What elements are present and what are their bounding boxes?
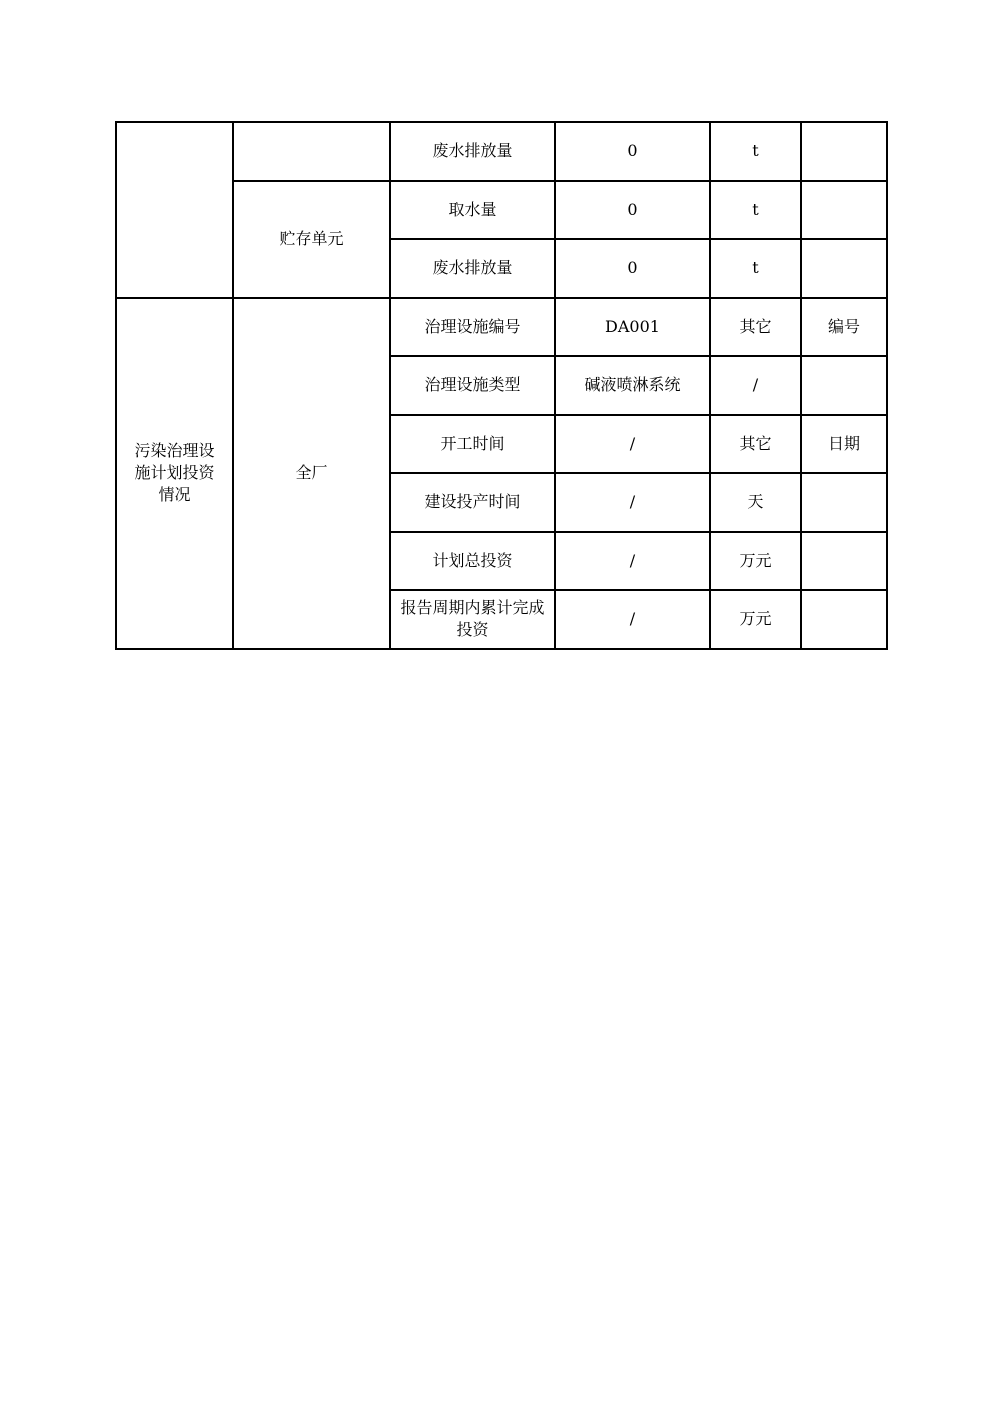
value-cell: 碱液喷淋系统 xyxy=(555,356,710,415)
unit-cell: 贮存单元 xyxy=(233,181,390,298)
unit-cell: 全厂 xyxy=(233,298,390,649)
report-table xyxy=(115,121,888,650)
indicator-cell: 取水量 xyxy=(390,181,555,240)
measure-unit-cell: 天 xyxy=(710,473,801,532)
measure-unit-cell: t xyxy=(710,122,801,181)
remark-cell: 编号 xyxy=(801,298,887,357)
measure-unit-cell: 其它 xyxy=(710,415,801,474)
remark-cell xyxy=(801,181,887,240)
remark-cell xyxy=(801,122,887,181)
value-cell: 0 xyxy=(555,239,710,298)
value-cell: / xyxy=(555,415,710,474)
value-cell: / xyxy=(555,473,710,532)
measure-unit-cell: 万元 xyxy=(710,590,801,649)
indicator-cell: 开工时间 xyxy=(390,415,555,474)
measure-unit-cell: t xyxy=(710,181,801,240)
table-row xyxy=(116,298,887,357)
measure-unit-cell: / xyxy=(710,356,801,415)
indicator-cell: 建设投产时间 xyxy=(390,473,555,532)
value-cell: / xyxy=(555,590,710,649)
category-cell-empty xyxy=(116,122,233,298)
indicator-cell: 治理设施类型 xyxy=(390,356,555,415)
indicator-cell: 报告周期内累计完成投资 xyxy=(390,590,555,649)
remark-cell: 日期 xyxy=(801,415,887,474)
measure-unit-cell: t xyxy=(710,239,801,298)
indicator-cell: 治理设施编号 xyxy=(390,298,555,357)
remark-cell xyxy=(801,356,887,415)
indicator-cell: 废水排放量 xyxy=(390,239,555,298)
value-cell: DA001 xyxy=(555,298,710,357)
remark-cell xyxy=(801,532,887,591)
measure-unit-cell: 其它 xyxy=(710,298,801,357)
indicator-cell: 计划总投资 xyxy=(390,532,555,591)
value-cell: / xyxy=(555,532,710,591)
remark-cell xyxy=(801,473,887,532)
value-cell: 0 xyxy=(555,122,710,181)
indicator-cell: 废水排放量 xyxy=(390,122,555,181)
measure-unit-cell: 万元 xyxy=(710,532,801,591)
value-cell: 0 xyxy=(555,181,710,240)
remark-cell xyxy=(801,239,887,298)
unit-cell-empty xyxy=(233,122,390,181)
remark-cell xyxy=(801,590,887,649)
table-row xyxy=(116,122,887,181)
category-cell: 污染治理设施计划投资情况 xyxy=(116,298,233,649)
